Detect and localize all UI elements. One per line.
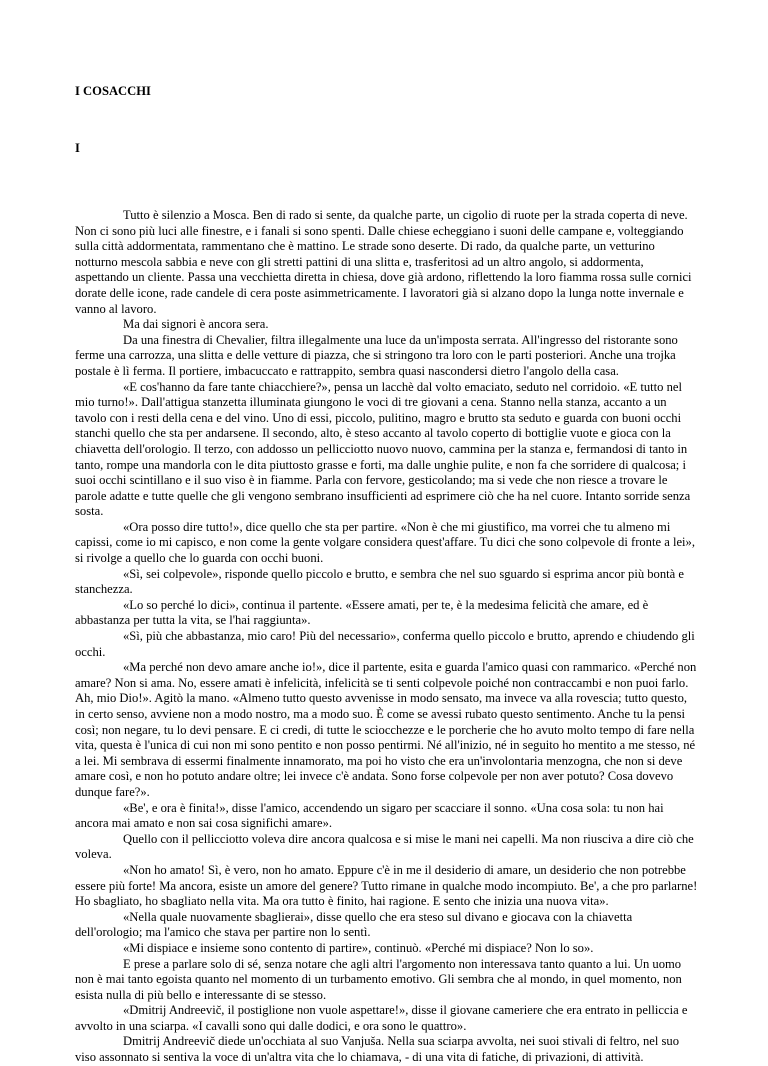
chapter-heading: I	[75, 141, 80, 155]
paragraph: «Nella quale nuovamente sbaglierai», disse quello che era steso sul divano e giocava con la chiavetta dell'orologio; ma l'amico che stava per partire non lo sentì.	[75, 909, 633, 940]
paragraph: «Dmitrij Andreevič, il postiglione non vuole aspettare!», disse il giovane cameriere che era entrato in pelliccia e avvolto in una sciarpa. «I cavalli sono qui dalle dodici, e ora sono le quattro».	[75, 1003, 688, 1033]
paragraph: Ma dai signori è ancora sera.	[123, 317, 269, 332]
paragraph: «Ora posso dire tutto!», dice quello che sta per partire. «Non è che mi giustifico, ma vorrei che tu almeno mi capissi, come io mi capisco, e non come la gente volgare considera quest'affare. Tu dici che sono colpevole di fronte a lei», si rivolge a quello che lo guarda con occhi buoni.	[75, 519, 695, 566]
paragraph: «Ma perché non devo amare anche io!», dice il partente, esita e guarda l'amico quasi con rammarico. «Perché non amare? Non si ama. No, essere amati è infelicità, infelicità se ti senti colpevole poiché non contraccambi e non puoi farlo. Ah, mio Dio!». Agitò la mano. «Almeno tutto questo avvenisse in modo sensato, ma invece va alla rovescia; tutto questo, in certo senso, avviene non a modo nostro, ma a modo suo. È come se avessi rubato questo sentimento. Anche tu la pensi così; non negare, tu lo devi pensare. E ci credi, di tutte le sciocchezze e le porcherie che ho avuto molto tempo di fare nella vita, questa è l'unica di cui non mi sono pentito e non posso pentirmi. Né all'inizio, né in seguito ho mentito a me stesso, né a lei. Mi sembrava di essermi finalmente innamorato, ma poi ho visto che era un'involontaria menzogna, che non si deve amare così, e non ho potuto andare oltre; lei invece c'è andata. Sono forse colpevole per non aver potuto? Cosa dovevo dunque fare?».	[75, 660, 697, 799]
paragraph: «E cos'hanno da fare tante chiacchiere?», pensa un lacchè dal volto emaciato, seduto nel corridoio. «E tutto nel mio turno!». Dall'attigua stanzetta illuminata giungono le voci di tre giovani a cena. Stanno nella stanza, accanto a un tavolo con i resti della cena e del vino. Uno di essi, piccolo, pulitino, magro e brutto sta seduto e guarda con buoni occhi stanchi quello che sta per andarsene. Il secondo, alto, è steso accanto al tavolo coperto di bottiglie vuote e gioca con la chiavetta dell'orologio. Il terzo, con addosso un pellicciotto nuovo nuovo, cammina per la stanza e, fermandosi di tanto in tanto, rompe una mandorla con le dita piuttosto grasse e forti, ma dalle unghie pulite, e non fa che sorridere di qualcosa; i suoi occhi scintillano e il suo viso è in fiamme. Parla con fervore, gesticolando; ma si vede che non riesce a trovare le parole adatte e tutte quelle che gli vengono sembrano insufficienti ad esprimere ciò che ha nel cuore. Intanto sorride senza sosta.	[75, 379, 691, 519]
paragraph: «Be', e ora è finita!», disse l'amico, accendendo un sigaro per scacciare il sonno. «Una cosa sola: tu non hai ancora mai amato e non sai cosa significhi amare».	[75, 800, 664, 831]
paragraph: «Sì, sei colpevole», risponde quello piccolo e brutto, e sembra che nel suo sguardo si esprima ancor più bontà e stanchezza.	[75, 566, 684, 597]
paragraph: Dmitrij Andreevič diede un'occhiata al suo Vanjuša. Nella sua sciarpa avvolta, nei suoi stivali di feltro, nel suo viso assonnato si sentiva la voce di un'altra vita che lo chiamava, - di una vita di fatiche, di privazioni, di attività.	[75, 1034, 680, 1065]
paragraph: «Non ho amato! Sì, è vero, non ho amato. Eppure c'è in me il desiderio di amare, un desiderio che non potrebbe essere più forte! Ma ancora, esiste un amore del genere? Tutto rimane in qualche modo incompiuto. Be', a che pro parlarne! Ho sbagliato, ho sbagliato nella vita. Ma ora tutto è finito, hai ragione. E sento che inizia una nuova vita».	[75, 862, 698, 909]
paragraph: E prese a parlare solo di sé, senza notare che agli altri l'argomento non interessava tanto quanto a lui. Un uomo non è mai tanto egoista quanto nel momento di un turbamento emotivo. Gli sembra che al mondo, in quel momento, non esista nulla di più bello e interessante di se stesso.	[75, 956, 682, 1002]
paragraph: «Mi dispiace e insieme sono contento di partire», continuò. «Perché mi dispiace? Non lo so».	[123, 940, 594, 955]
paragraph: «Lo so perché lo dici», continua il partente. «Essere amati, per te, è la medesima felicità che amare, ed è abbastanza per tutta la vita, se l'hai raggiunta».	[75, 597, 649, 628]
document-body	[75, 208, 699, 1066]
paragraph: «Sì, più che abbastanza, mio caro! Più del necessario», conferma quello piccolo e brutto, aprendo e chiudendo gli occhi.	[75, 629, 695, 659]
paragraph: Tutto è silenzio a Mosca. Ben di rado si sente, da qualche parte, un cigolio di ruote per la strada coperta di neve. Non ci sono più luci alle finestre, e i fanali si sono spenti. Dalle chiese echeggiano i suoni delle campane e, volteggiando sulla città addormentata, rammentano che è mattino. Le strade sono deserte. Di rado, da qualche parte, un vetturino notturno mescola sabbia e neve con gli stretti pattini di una slitta e, trasferitosi ad un altro angolo, si addormenta, aspettando un cliente. Passa una vecchietta diretta in chiesa, dove già ardono, riflettendo la loro fiamma rossa sulle cornici dorate delle icone, rade candele di cera poste asimmetricamente. I lavoratori già si alzano dopo la lunga notte invernale e vanno al lavoro.	[75, 208, 692, 316]
document-title: I COSACCHI	[75, 84, 151, 98]
paragraph: Da una finestra di Chevalier, filtra illegalmente una luce da un'imposta serrata. All'ingresso del ristorante sono ferme una carrozza, una slitta e delle vetture di piazza, che si stringono tra loro con le parti posteriori. Anche una trojka postale è lì ferma. Il portiere, imbacuccato e rattrappito, sembra quasi nascondersi dietro l'angolo della casa.	[75, 332, 678, 378]
paragraph: Quello con il pellicciotto voleva dire ancora qualcosa e si mise le mani nei capelli. Ma non riusciva a dire ciò che voleva.	[75, 831, 694, 862]
